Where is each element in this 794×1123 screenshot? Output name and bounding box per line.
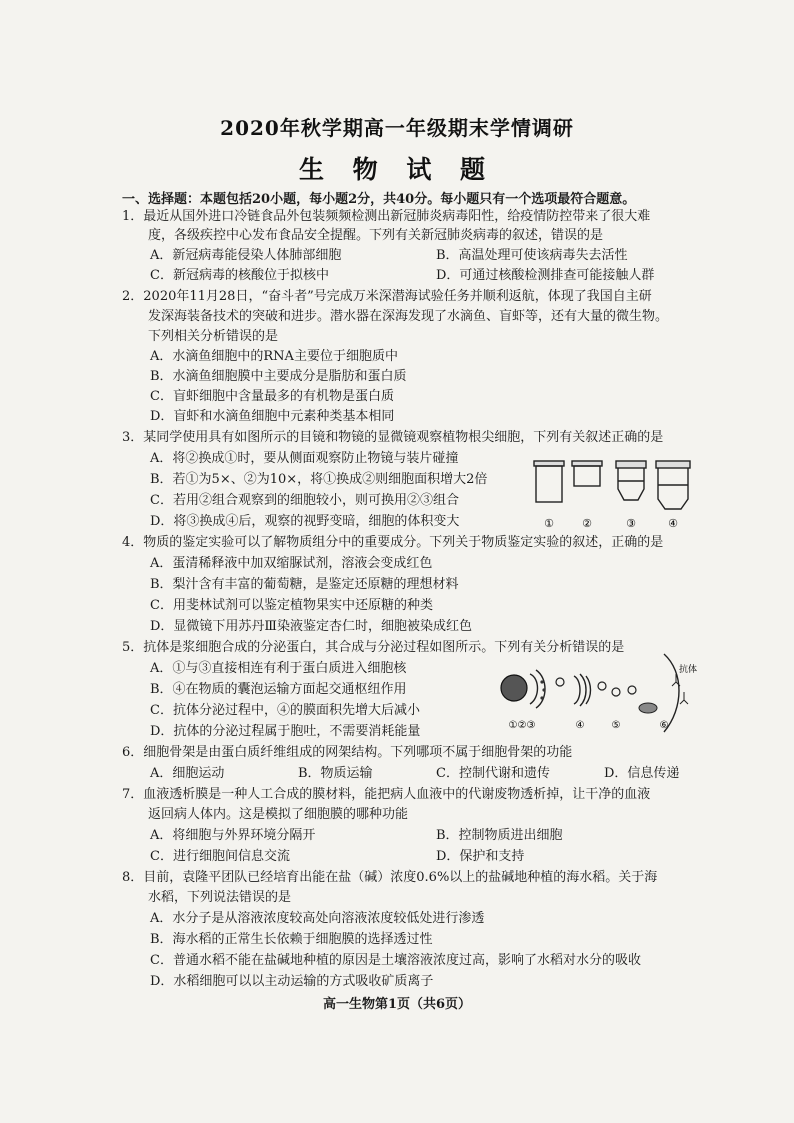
question-6-option-a: A．细胞运动 — [150, 766, 225, 781]
question-8-option-b: B．海水稻的正常生长依赖于细胞膜的选择透过性 — [150, 932, 433, 947]
objective-3-icon — [616, 461, 646, 500]
question-7-stem-line-2: 返回病人体内。这是模拟了细胞膜的哪种功能 — [148, 807, 409, 822]
question-3-stem: 3．某同学使用具有如图所示的目镜和物镜的显微镜观察植物根尖细胞，下列有关叙述正确的是 — [122, 430, 664, 445]
question-2-stem-line-2: 发深海装备技术的突破和进步。潜水器在深海发现了水滴鱼、盲虾等，还有大量的微生物。 — [148, 309, 669, 324]
question-7-option-c: C．进行细胞间信息交流 — [150, 849, 290, 864]
question-5-option-c: C．抗体分泌过程中，④的膜面积先增大后减小 — [150, 703, 420, 718]
question-4-option-b: B．梨汁含有丰富的葡萄糖，是鉴定还原糖的理想材料 — [150, 577, 459, 592]
exam-title: 2020年秋学期高一年级期末学情调研 — [220, 116, 574, 140]
question-6-option-c: C．控制代谢和遗传 — [436, 766, 550, 781]
antibody-secretion-figure — [498, 652, 698, 734]
question-1-option-b: B．高温处理可使该病毒失去活性 — [436, 248, 628, 263]
question-7-stem-line-1: 7．血液透析膜是一种人工合成的膜材料，能把病人血液中的代谢废物透析掉，让干净的血液 — [122, 787, 651, 802]
question-6-stem: 6．细胞骨架是由蛋白质纤维组成的网架结构。下列哪项不属于细胞骨架的功能 — [122, 745, 573, 760]
question-1-option-c: C．新冠病毒的核酸位于拟核中 — [150, 268, 329, 283]
vesicle-icon — [556, 678, 636, 696]
figure-label: ④ — [668, 517, 678, 530]
golgi-apparatus-icon — [574, 674, 591, 706]
question-5-option-a: A．①与③直接相连有利于蛋白质进入细胞核 — [150, 661, 407, 676]
question-6-option-d: D．信息传递 — [604, 766, 680, 781]
section-intro: 一、选择题：本题包括20小题，每小题2分，共40分。每小题只有一个选项最符合题意。 — [122, 192, 636, 207]
antibody-y-icon — [672, 674, 688, 704]
figure-label: ② — [582, 517, 592, 530]
figure-label: ⑥ — [659, 720, 669, 731]
question-7-option-b: B．控制物质进出细胞 — [436, 828, 563, 843]
figure-label: ① — [544, 517, 554, 530]
question-6-option-b: B．物质运输 — [298, 766, 373, 781]
nucleus-icon — [501, 675, 527, 701]
question-3-option-b: B．若①为5×、②为10×，将①换成②则细胞面积增大2倍 — [150, 472, 488, 487]
antibody-caption: 抗体 — [679, 665, 698, 675]
objective-4-icon — [656, 461, 690, 509]
question-2-option-b: B．水滴鱼细胞膜中主要成分是脂肪和蛋白质 — [150, 369, 407, 384]
question-4-stem: 4．物质的鉴定实验可以了解物质组分中的重要成分。下列关于物质鉴定实验的叙述，正确的是 — [122, 535, 664, 550]
question-1-stem-line-2: 度，各级疾控中心发布食品安全提醒。下列有关新冠肺炎病毒的叙述，错误的是 — [148, 228, 604, 243]
question-7-option-d: D．保护和支持 — [436, 849, 525, 864]
question-3-option-d: D．将③换成④后，观察的视野变暗，细胞的体积变大 — [150, 514, 460, 529]
endoplasmic-reticulum-icon — [530, 670, 545, 708]
question-2-option-a: A．水滴鱼细胞中的RNA主要位于细胞质中 — [150, 349, 398, 364]
question-4-option-d: D．显微镜下用苏丹Ⅲ染液鉴定杏仁时，细胞被染成红色 — [150, 619, 472, 634]
exam-subtitle: 生 物 试 题 — [298, 155, 496, 184]
microscope-lens-figure — [528, 455, 698, 537]
question-4-option-a: A．蛋清稀释液中加双缩脲试剂，溶液会变成红色 — [150, 556, 433, 571]
figure-label: ⑤ — [611, 720, 621, 731]
figure-label: ③ — [626, 517, 636, 530]
eyepiece-1-icon — [534, 461, 564, 502]
question-5-stem: 5．抗体是浆细胞合成的分泌蛋白，其合成与分泌过程如图所示。下列有关分析错误的是 — [122, 640, 625, 655]
mitochondrion-icon — [639, 703, 657, 713]
figure-label: ①②③ — [508, 720, 536, 731]
question-8-option-a: A．水分子是从溶液浓度较高处向溶液浓度较低处进行渗透 — [150, 911, 485, 926]
question-1-option-d: D．可通过核酸检测排查可能接触人群 — [436, 268, 655, 283]
question-5-option-b: B．④在物质的囊泡运输方面起交通枢纽作用 — [150, 682, 407, 697]
eyepiece-2-icon — [572, 461, 602, 486]
question-1-option-a: A．新冠病毒能侵染人体肺部细胞 — [150, 248, 342, 263]
question-3-option-c: C．若用②组合观察到的细胞较小，则可换用②③组合 — [150, 493, 459, 508]
question-2-option-c: C．盲虾细胞中含量最多的有机物是蛋白质 — [150, 389, 394, 404]
question-5-option-d: D．抗体的分泌过程属于胞吐，不需要消耗能量 — [150, 724, 421, 739]
question-8-stem-line-2: 水稻，下列说法错误的是 — [148, 890, 292, 905]
question-2-stem-line-3: 下列相关分析错误的是 — [148, 329, 279, 344]
question-2-stem-line-1: 2．2020年11月28日，“奋斗者”号完成万米深潜海试验任务并顺利返航，体现了我国自主研 — [122, 289, 652, 304]
page-footer: 高一生物第1页（共6页） — [322, 997, 472, 1012]
figure-label: ④ — [575, 720, 585, 731]
question-2-option-d: D．盲虾和水滴鱼细胞中元素种类基本相同 — [150, 409, 395, 424]
question-4-option-c: C．用斐林试剂可以鉴定植物果实中还原糖的种类 — [150, 598, 433, 613]
question-3-option-a: A．将②换成①时，要从侧面观察防止物镜与装片碰撞 — [150, 451, 459, 466]
question-8-option-d: D．水稻细胞可以以主动运输的方式吸收矿质离子 — [150, 974, 434, 989]
question-8-option-c: C．普通水稻不能在盐碱地种植的原因是土壤溶液浓度过高，影响了水稻对水分的吸收 — [150, 953, 641, 968]
question-1-stem-line-1: 1．最近从国外进口冷链食品外包装频频检测出新冠肺炎病毒阳性，给疫情防控带来了很大难 — [122, 209, 651, 224]
question-8-stem-line-1: 8．目前，袁隆平团队已经培育出能在盐（碱）浓度0.6%以上的盐碱地种植的海水稻。关于海 — [122, 870, 658, 885]
question-7-option-a: A．将细胞与外界环境分隔开 — [150, 828, 316, 843]
